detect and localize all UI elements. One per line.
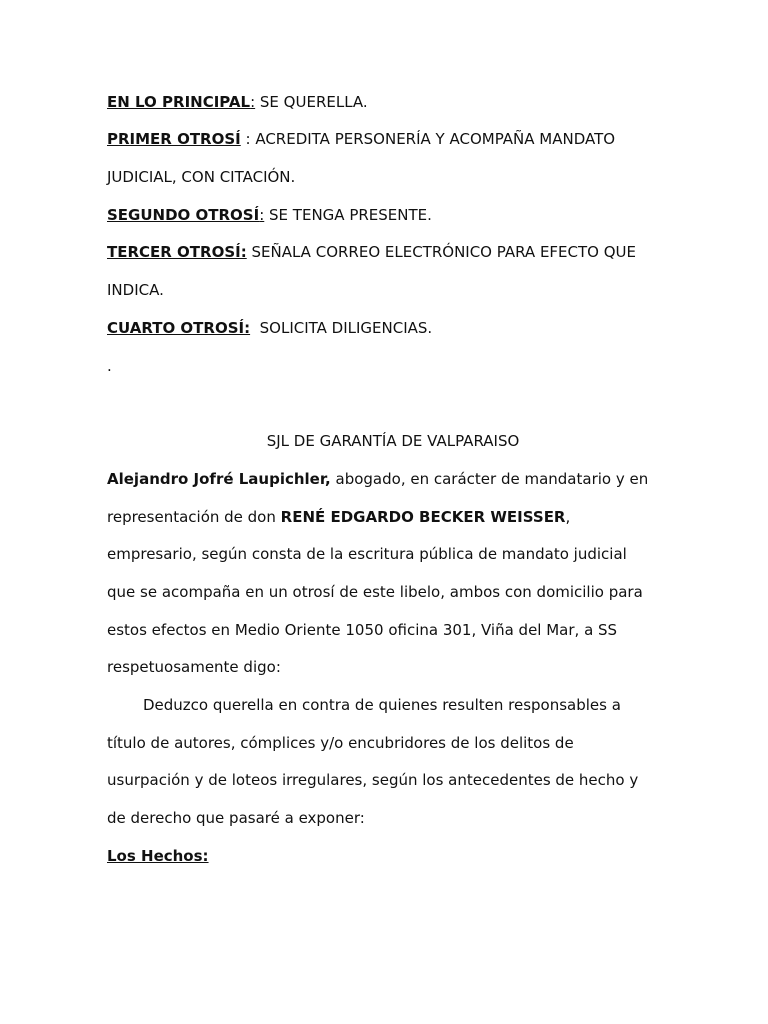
otrosi1-line xyxy=(107,129,615,149)
separator-dot: . xyxy=(107,357,112,375)
otrosi4-label: CUARTO OTROSÍ: xyxy=(107,319,251,337)
principal-label: EN LO PRINCIPAL xyxy=(107,93,251,111)
otrosi2-sep: : xyxy=(259,206,265,224)
para-line-1: Deduzco querella en contra de quienes resulten responsables a xyxy=(143,696,621,714)
body-line-2-pre: representación de don xyxy=(107,508,281,526)
para-line-4: de derecho que pasaré a exponer: xyxy=(107,809,365,827)
otrosi2-text: SE TENGA PRESENTE. xyxy=(264,206,432,224)
otrosi3-text: SEÑALA CORREO ELECTRÓNICO PARA EFECTO QUE xyxy=(246,243,637,261)
court-heading: SJL DE GARANTÍA DE VALPARAISO xyxy=(266,432,520,450)
body-line-2 xyxy=(107,507,570,527)
para-line-3: usurpación y de loteos irregulares, según los antecedentes de hecho y xyxy=(107,771,639,789)
otrosi1-label: PRIMER OTROSÍ xyxy=(107,130,241,148)
body-line-5: estos efectos en Medio Oriente 1050 oficina 301, Viña del Mar, a SS xyxy=(107,621,618,639)
body-line-2-post: , xyxy=(565,508,571,526)
principal-line xyxy=(107,92,368,112)
otrosi4-line xyxy=(107,318,432,338)
otrosi3-line xyxy=(107,242,636,262)
principal-text: SE QUERELLA. xyxy=(255,93,368,111)
client-name: RENÉ EDGARDO BECKER WEISSER xyxy=(280,508,566,526)
lawyer-name: Alejandro Jofré Laupichler, xyxy=(107,470,331,488)
otrosi4-text: SOLICITA DILIGENCIAS. xyxy=(250,319,433,337)
body-line-6: respetuosamente digo: xyxy=(107,658,281,676)
otrosi2-line xyxy=(107,205,432,225)
otrosi3-text-cont: INDICA. xyxy=(107,281,164,299)
body-line-1 xyxy=(107,469,648,489)
otrosi1-text-cont: JUDICIAL, CON CITACIÓN. xyxy=(107,168,296,186)
body-line-3: empresario, según consta de la escritura pública de mandato judicial xyxy=(107,545,627,563)
otrosi2-label: SEGUNDO OTROSÍ xyxy=(107,206,260,224)
section-heading-hechos: Los Hechos: xyxy=(107,847,209,865)
body-line-1-rest: abogado, en carácter de mandatario y en xyxy=(330,470,649,488)
otrosi1-text: : ACREDITA PERSONERÍA Y ACOMPAÑA MANDATO xyxy=(240,130,616,148)
otrosi3-label: TERCER OTROSÍ: xyxy=(107,243,247,261)
body-line-4: que se acompaña en un otrosí de este libelo, ambos con domicilio para xyxy=(107,583,643,601)
para-line-2: título de autores, cómplices y/o encubridores de los delitos de xyxy=(107,734,574,752)
principal-sep: : xyxy=(250,93,256,111)
